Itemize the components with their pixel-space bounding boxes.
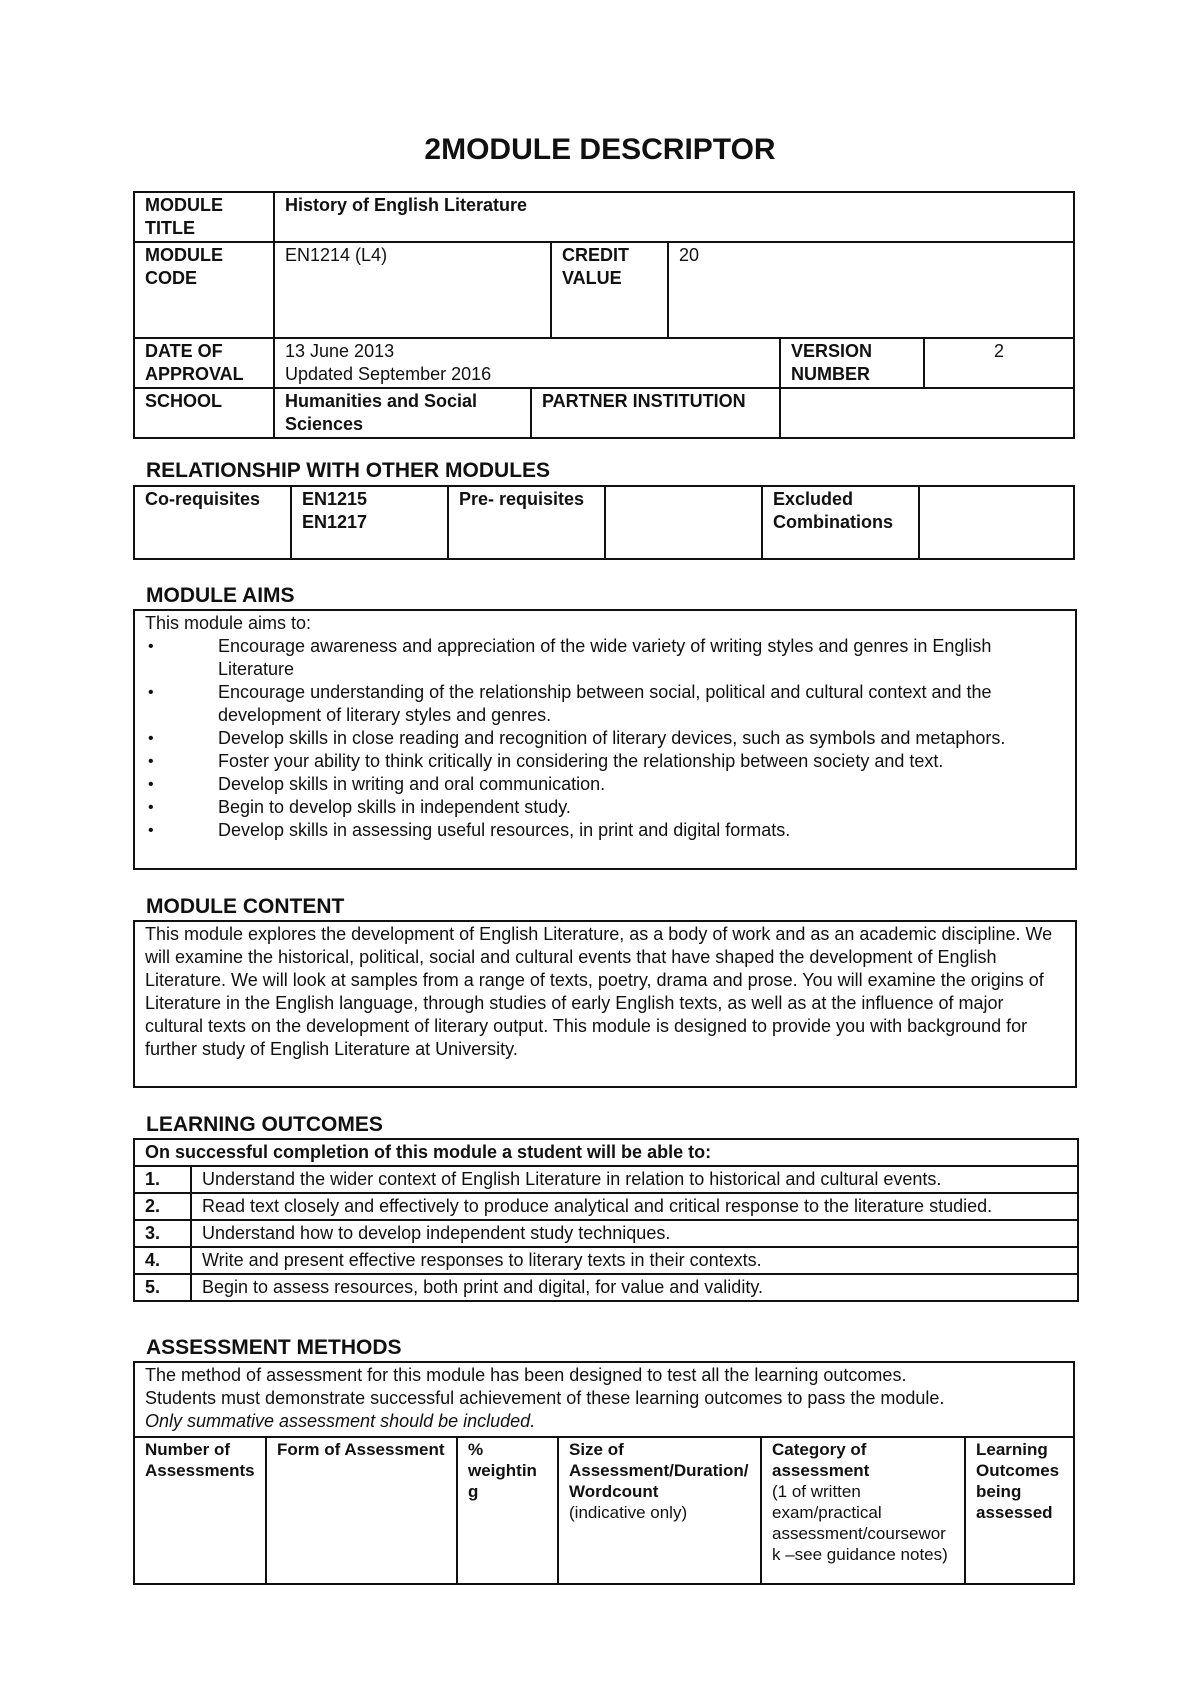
- aim-text: Begin to develop skills in independent study.: [218, 797, 571, 817]
- aim-text: Encourage awareness and appreciation of the wide variety of writing styles and genres in English Literature: [218, 636, 992, 679]
- module-content-text: This module explores the development of English Literature, as a body of work and as an academic discipline. We will examine the historical, political, social and cultural events that have shaped the development of English Literature. We will look at samples from a range of texts, poetry, drama and prose. You will examine the origins of Literature in the English language, through studies of early English texts, as well as at the influence of major cultural texts on the development of literary output. This module is designed to provide you with background for further study of English Literature at University.: [145, 924, 1053, 1059]
- module-content-heading: MODULE CONTENT: [146, 895, 345, 918]
- bullet-icon: •: [148, 638, 154, 655]
- corequisites-label: Co-requisites: [134, 486, 291, 559]
- excluded-combinations-label: Excluded Combinations: [762, 486, 919, 559]
- module-title-value: History of English Literature: [274, 192, 1074, 242]
- list-item: [145, 773, 1065, 796]
- outcome-text: Begin to assess resources, both print and digital, for value and validity.: [191, 1274, 1078, 1301]
- module-aims-box: [133, 609, 1077, 870]
- assessment-methods-table: [133, 1361, 1075, 1585]
- credit-value-label: CREDIT VALUE: [551, 242, 668, 338]
- partner-institution-label: PARTNER INSTITUTION: [531, 388, 780, 438]
- relationship-heading: RELATIONSHIP WITH OTHER MODULES: [146, 459, 551, 482]
- table-row: [134, 1193, 1078, 1220]
- bullet-icon: •: [148, 799, 154, 816]
- table-row: [134, 1220, 1078, 1247]
- date-of-approval-value: [274, 338, 780, 388]
- partner-institution-value: [780, 388, 1074, 438]
- column-header-size: [558, 1437, 761, 1584]
- module-code-label: MODULE CODE: [134, 242, 274, 338]
- version-number-value: 2: [924, 338, 1074, 388]
- list-item: [145, 635, 1065, 681]
- aim-text: Develop skills in writing and oral communication.: [218, 774, 606, 794]
- table-row: [134, 1274, 1078, 1301]
- corequisites-value: [291, 486, 448, 559]
- excluded-combinations-value: [919, 486, 1074, 559]
- column-header-weighting: % weighting: [457, 1437, 558, 1584]
- size-header-line: Size of Assessment/Duration/: [569, 1440, 749, 1480]
- module-title-label: MODULE TITLE: [134, 192, 274, 242]
- outcome-number: 2.: [134, 1193, 191, 1220]
- school-value: Humanities and Social Sciences: [274, 388, 531, 438]
- prerequisites-label: Pre- requisites: [448, 486, 605, 559]
- column-header-form: Form of Assessment: [266, 1437, 457, 1584]
- bullet-icon: •: [148, 730, 154, 747]
- aim-text: Develop skills in assessing useful resources, in print and digital formats.: [218, 820, 791, 840]
- category-header-note: (1 of written exam/practical assessment/coursework –see guidance notes): [772, 1482, 948, 1564]
- module-aims-list: [145, 635, 1065, 842]
- size-header-note: (indicative only): [569, 1503, 688, 1522]
- learning-outcomes-table: [133, 1138, 1079, 1302]
- bullet-icon: •: [148, 753, 154, 770]
- column-header-outcomes: Learning Outcomes being assessed: [965, 1437, 1074, 1584]
- aim-text: Develop skills in close reading and recognition of literary devices, such as symbols and metaphors.: [218, 728, 1006, 748]
- bullet-icon: •: [148, 822, 154, 839]
- corequisite-item: EN1217: [302, 512, 368, 532]
- list-item: [145, 819, 1065, 842]
- column-header-number: Number of Assessments: [134, 1437, 266, 1584]
- table-row: [134, 1166, 1078, 1193]
- module-content-box: [133, 920, 1077, 1088]
- module-aims-heading: MODULE AIMS: [146, 584, 295, 607]
- version-number-label: VERSION NUMBER: [780, 338, 924, 388]
- bullet-icon: •: [148, 776, 154, 793]
- aim-text: Encourage understanding of the relationship between social, political and cultural context and the development of literary styles and genres.: [218, 682, 992, 725]
- date-of-approval-label: DATE OF APPROVAL: [134, 338, 274, 388]
- page-title: 2MODULE DESCRIPTOR: [424, 133, 776, 166]
- table-row: [134, 1247, 1078, 1274]
- assessment-intro: [134, 1362, 1074, 1437]
- assessment-intro-line: The method of assessment for this module has been designed to test all the learning outcomes.: [145, 1365, 907, 1385]
- list-item: [145, 727, 1065, 750]
- date-approved: 13 June 2013: [285, 341, 395, 361]
- corequisite-item: EN1215: [302, 489, 368, 509]
- outcome-text: Understand the wider context of English Literature in relation to historical and cultural events.: [191, 1166, 1078, 1193]
- outcome-number: 5.: [134, 1274, 191, 1301]
- credit-value-value: 20: [668, 242, 1074, 338]
- module-aims-intro: This module aims to:: [145, 613, 312, 633]
- prerequisites-value: [605, 486, 762, 559]
- assessment-methods-heading: ASSESSMENT METHODS: [146, 1336, 402, 1359]
- learning-outcomes-intro: On successful completion of this module a student will be able to:: [134, 1139, 1078, 1166]
- relationship-table: [133, 485, 1075, 560]
- column-header-category: [761, 1437, 965, 1584]
- outcome-number: 1.: [134, 1166, 191, 1193]
- size-header-line: Wordcount: [569, 1482, 659, 1501]
- bullet-icon: •: [148, 684, 154, 701]
- aim-text: Foster your ability to think critically in considering the relationship between society and text.: [218, 751, 944, 771]
- outcome-number: 4.: [134, 1247, 191, 1274]
- list-item: [145, 796, 1065, 819]
- outcome-text: Read text closely and effectively to produce analytical and critical response to the literature studied.: [191, 1193, 1078, 1220]
- outcome-text: Understand how to develop independent study techniques.: [191, 1220, 1078, 1247]
- outcome-number: 3.: [134, 1220, 191, 1247]
- category-header-line: Category of assessment: [772, 1440, 870, 1480]
- module-info-table: [133, 191, 1075, 439]
- date-updated: Updated September 2016: [285, 364, 492, 384]
- school-label: SCHOOL: [134, 388, 274, 438]
- module-code-value: EN1214 (L4): [274, 242, 551, 338]
- list-item: [145, 681, 1065, 727]
- list-item: [145, 750, 1065, 773]
- outcome-text: Write and present effective responses to literary texts in their contexts.: [191, 1247, 1078, 1274]
- assessment-intro-note: Only summative assessment should be included.: [145, 1411, 536, 1431]
- learning-outcomes-heading: LEARNING OUTCOMES: [146, 1113, 383, 1136]
- assessment-intro-line: Students must demonstrate successful achievement of these learning outcomes to pass the module.: [145, 1388, 945, 1408]
